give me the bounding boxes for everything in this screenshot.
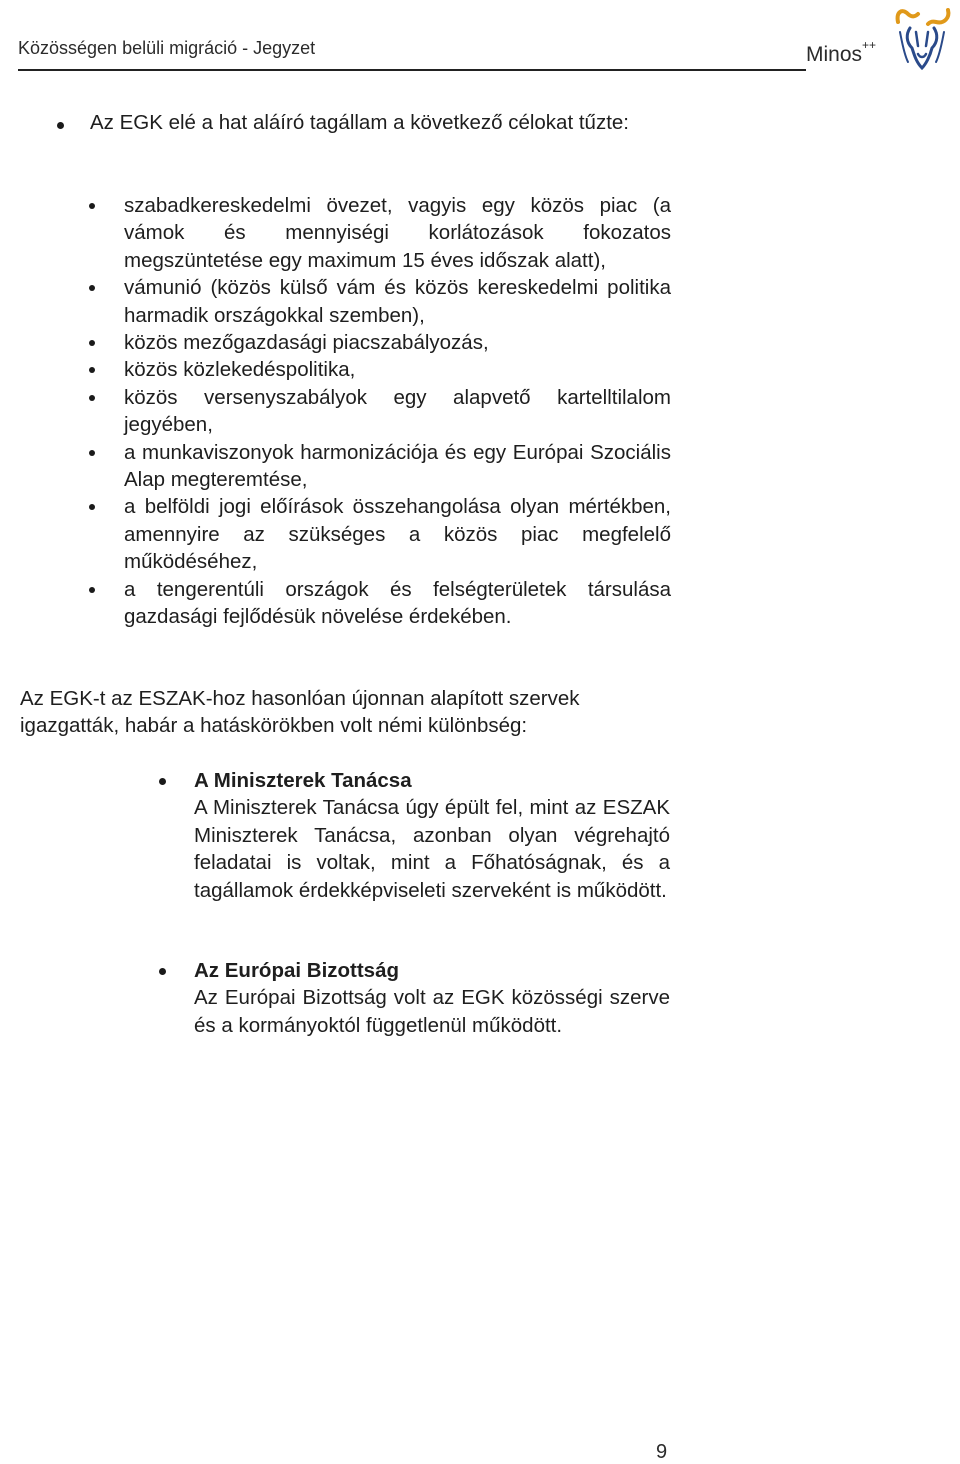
list-item <box>124 493 671 575</box>
goal-text: közös versenyszabályok egy alapvető kartelltilalom jegyében, <box>124 385 671 437</box>
brand-superscript: ++ <box>862 38 877 52</box>
list-item <box>124 439 671 494</box>
document-header-title: Közösségen belüli migráció - Jegyzet <box>18 38 316 58</box>
goal-text: a munkaviszonyok harmonizációja és egy Európai Szociális Alap megteremtése, <box>124 440 671 492</box>
list-item <box>124 576 671 631</box>
header-divider <box>18 69 806 71</box>
body-paragraph: Az EGK-t az ESZAK-hoz hasonlóan újonnan alapított szervek igazgatták, habár a hatáskörökben volt némi különbség: <box>20 687 580 738</box>
list-item <box>124 329 671 356</box>
bullet-icon <box>89 450 95 456</box>
page-number: 9 <box>656 1441 668 1463</box>
bullet-icon <box>89 340 95 346</box>
goal-text: a tengerentúli országok és felségterületek társulása gazdasági fejlődésük növelése érdekében. <box>124 577 671 629</box>
header-brand <box>806 38 877 67</box>
bullet-icon <box>89 367 95 373</box>
bullet-icon <box>89 395 95 401</box>
section-bullet <box>159 778 166 785</box>
section-body: Az Európai Bizottság volt az EGK közösségi szerve és a kormányoktól függetlenül működött. <box>194 986 670 1037</box>
section-bullet <box>159 968 166 975</box>
goal-text: közös közlekedéspolitika, <box>124 358 356 382</box>
list-item <box>124 192 671 274</box>
bullet-icon <box>89 504 95 510</box>
section-body: A Miniszterek Tanácsa úgy épült fel, mint az ESZAK Miniszterek Tanácsa, azonban olyan végrehajtó feladatai is voltak, mint a Főhatóságnak, és a tagállamok érdekképviseleti szerveként is működött. <box>194 796 670 902</box>
bullet-icon <box>89 285 95 291</box>
intro-bullet <box>57 122 64 129</box>
goal-text: közös mezőgazdasági piacszabályozás, <box>124 331 489 355</box>
goal-text: a belföldi jogi előírások összehangolása olyan mértékben, amennyire az szükséges a közös piac megfelelő működéséhez, <box>124 495 671 574</box>
list-item <box>124 356 671 383</box>
list-item <box>124 384 671 439</box>
minos-bull-logo-icon <box>892 2 954 74</box>
section-commission <box>194 957 670 1039</box>
goals-list <box>124 192 671 631</box>
section-title: Az Európai Bizottság <box>194 959 400 982</box>
bullet-icon <box>89 203 95 209</box>
goal-text: vámunió (közös külső vám és közös kereskedelmi politika harmadik országokkal szemben), <box>124 276 671 327</box>
goal-text: szabadkereskedelmi övezet, vagyis egy közös piac (a vámok és mennyiségi korlátozások fokozatos megszüntetése egy maximum 15 éves időszak alatt), <box>124 194 671 272</box>
intro-text: Az EGK elé a hat aláíró tagállam a következő célokat tűzte: <box>90 111 629 134</box>
brand-name: Minos <box>806 43 863 66</box>
list-item <box>124 274 671 329</box>
section-council <box>194 767 670 904</box>
bullet-icon <box>89 587 95 593</box>
section-title: A Miniszterek Tanácsa <box>194 769 412 792</box>
